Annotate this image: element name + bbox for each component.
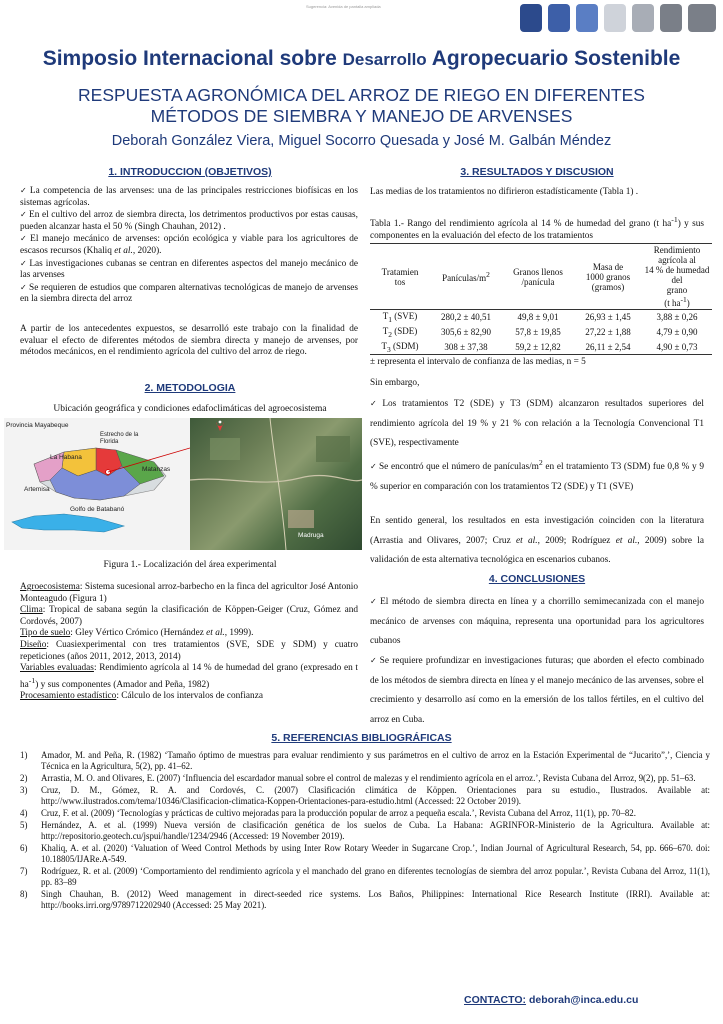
reference-text: Rodríguez, R. et al. (2009) ‘Comportamiento del rendimiento agrícola y el manchado del grano en diferentes tecnologías de siembra del arroz popular.’, Revista Cubana del Arroz, 11(1), pp. 83–89 — [41, 866, 710, 887]
table-note: ± representa el intervalo de confianza de las medias, n = 5 — [370, 357, 586, 367]
contact — [464, 994, 638, 1006]
references-heading: 5. REFERENCIAS BIBLIOGRÁFICAS — [271, 732, 452, 744]
title-line-2: MÉTODOS DE SIEMBRA Y MANEJO DE ARVENSES — [150, 106, 573, 126]
method-item-text: : Cuasiexperimental con tres tratamientos (SVE, SDE y SDM) y cuatro repeticiones (años 2011, 2012, 2013, 2014) — [20, 639, 358, 662]
table-cell: 305,6 ± 82,90 — [441, 327, 491, 338]
method-item-label: Clima — [20, 605, 43, 616]
reference-text: Singh Chauhan, B. (2012) Weed management in direct-seeded rice systems. Los Baños, Philippines: International Rice Research Institute (IRRI). Available at: http://books.irri.org/9789712202940 (Accessed: 25 May 2021). — [41, 889, 710, 910]
method-item — [20, 663, 358, 691]
table-cell: 308 ± 37,38 — [430, 340, 502, 355]
method-item-text: : Rendimiento agrícola al 14 % de humedad del grano (expresado en t $ha^{-1}$) y sus componentes (Amador and Peña, 1982) — [20, 663, 358, 690]
reference-number: 8) — [20, 889, 28, 899]
conclusion-bullet: ✓ El método de siembra directa en línea y a chorrillo semimecanizada con el manejo mecánico de arvenses con máquina, representa una oportunidad para los agricultores cubanos — [370, 592, 704, 652]
reference-item — [20, 785, 710, 807]
header-tab — [548, 4, 570, 32]
table-caption: Tabla 1.- Rango del rendimiento agrícola al 14 % de humedad del grano (t $ha^{-1}$) y sus componentes en la evaluación del efecto de los tratamientos — [370, 215, 705, 241]
symposium-part: Desarrollo — [342, 50, 427, 69]
method-item-text: : Cálculo de los intervalos de confianza — [116, 691, 263, 702]
map-label: Golfo de Batabanó — [70, 506, 125, 513]
intro-bullet: ✓ En el cultivo del arroz de siembra directa, los detrimentos productivos por estas causas, pueden alcanzar hasta el 50 % (Singh Chauhan, 2012) . — [20, 209, 358, 233]
map-title: Ubicación geográfica y condiciones edafoclimáticas del agroecosistema — [53, 404, 327, 414]
map-label: Artemisa — [24, 486, 50, 493]
table-cell: 4,90 ± 0,73 — [642, 340, 712, 355]
reference-item — [20, 750, 710, 772]
reference-item — [20, 820, 710, 842]
reference-text: Khaliq, A. et al. (2020) ‘Valuation of Weed Control Methods by using Inter Row Rotary Weeder in Sugarcane Crop.’, Indian Journal of Agricultural Research, 54, pp. 666–670. doi: 10.18805/IJARe.A-549. — [41, 843, 710, 864]
table-cell: $T_3$ (SDM) — [370, 340, 430, 355]
results-paragraph: En sentido general, los resultados en esta investigación coinciden con la literatura (Arrastia and Olivares, 2007; Cruz et al., 2009; Rodríguez et al., 2009) sobre la validación de esta alternativa tecnológica en escenarios cubanos. — [370, 516, 705, 566]
satellite-image — [190, 418, 362, 550]
reference-number: 5) — [20, 820, 28, 830]
table-cell: $T_2$ (SDE) — [382, 325, 418, 339]
symposium-part: Simposio Internacional sobre — [42, 47, 343, 70]
method-item-text: : Gley Vértico Crómico (Hernández et al., 1999). — [70, 628, 254, 639]
method-item-label: Diseño — [20, 639, 47, 650]
figure-caption: Figura 1.- Localización del área experimental — [103, 560, 277, 570]
header-tab — [688, 4, 716, 32]
method-item — [20, 605, 358, 628]
map-label: Madruga — [298, 532, 324, 539]
table-header: Panículas/$m^2$ — [430, 244, 502, 310]
results-table-wrap — [370, 243, 712, 355]
method-item-text: : Sistema sucesional arroz-barbecho en la finca del agricultor José Antonio Monteagudo (Figura 1) — [20, 582, 358, 604]
authors: Deborah González Viera, Miguel Socorro Quesada y José M. Galbán Méndez — [111, 133, 612, 149]
method-items — [20, 582, 358, 703]
method-item-label: Tipo de suelo — [20, 628, 71, 639]
table-row — [370, 310, 712, 325]
reference-item — [20, 866, 710, 888]
intro-paragraph: A partir de los antecedentes expuestos, se desarrolló este trabajo con la finalidad de evaluar el efecto de diferentes métodos de siembra directa y manejo de arvenses, por métodos mecánicos, en el rendimiento agrícola del cultivo del arroz de riego. — [20, 324, 358, 358]
reference-item — [20, 889, 710, 911]
reference-number: 7) — [20, 866, 28, 876]
table-cell: $T_1$ (SVE) — [382, 311, 418, 324]
symposium-part: Agropecuario Sostenible — [426, 47, 681, 70]
reference-text: Amador, M. and Peña, R. (1982) ‘Tamaño óptimo de muestras para evaluar rendimiento y sus parámetros en el cultivo de arroz en la Estación Experimental de “Jucarito”,’, Ciencia y Técnica en la Agricultura, 5(2), pp. 41–62. — [41, 750, 710, 771]
reference-text: Cruz, D. M., Gómez, R. A. and Cordovés, C. (2007) Clasificación climática de Köppen. Orientaciones para su estudio., Ilustrados. Available at: http://www.ilustrados.com/tema/10346/Clasificacion-climatica-Koppen-Orientaciones-para-estudio.html (Accessed: 22 October 2019). — [41, 785, 710, 806]
cuba-map — [4, 418, 190, 550]
table-header: Tratamien tos — [370, 244, 430, 310]
header-tab — [520, 4, 542, 32]
reference-text: Arrastia, M. O. and Olivares, E. (2007) ‘Influencia del escardador manual sobre el control de malezas y el rendimiento agrícola en el arroz.’, Revista Cubana del Arroz, 9(2), pp. 51–63. — [41, 773, 696, 783]
results-intro: Las medias de los tratamientos no difirieron estadísticamente (Tabla 1) . — [370, 187, 639, 197]
table-cell: 3,88 ± 0,26 — [656, 312, 698, 323]
map-label: Provincia Mayabeque — [6, 422, 69, 429]
intro-bullet: ✓ La competencia de las arvenses: una de las principales restricciones biofísicas en los sistemas agrícolas. — [20, 185, 358, 209]
method-item-label: Procesamiento estadístico — [20, 691, 117, 702]
intro-list — [20, 185, 358, 306]
contact-email[interactable]: deborah@inca.edu.cu — [526, 994, 639, 1006]
intro-bullet: ✓ El manejo mecánico de arvenses: opción ecológica y viable para los agricultores de escasos recursos (Khaliq et al., 2020). — [20, 233, 358, 257]
table-cell: 26,93 ± 1,45 — [585, 312, 631, 323]
contact-label: CONTACTO: — [464, 994, 527, 1006]
table-cell: 57,8 ± 19,85 — [515, 327, 561, 338]
references-list — [20, 750, 710, 912]
reference-item — [20, 808, 710, 819]
method-item-label: Agroecosistema — [20, 582, 80, 592]
method-item — [20, 582, 358, 605]
reference-text: Hernández, A. et al. (1999) Nueva versión de clasificación genética de los suelos de Cuba. La Habana: AGRINFOR-Ministerio de la Agricultura. Available at: http://repositorio.geotech.cu/jspui/handle/1234/2946 (Accessed: 19 November 2019). — [41, 820, 710, 841]
map-label: La Habana — [50, 454, 82, 461]
table-cell: 59,2 ± 12,82 — [502, 340, 574, 355]
results-bullet: ✓ Los tratamientos T2 (SDE) y T3 (SDM) alcanzaron resultados superiores del rendimiento agrícola del 19 % y 21 % con relación a la Tecnología Convencional T1 (SVE), respectivamente — [370, 394, 704, 454]
header-tab — [576, 4, 598, 32]
satellite-svg — [190, 418, 362, 550]
reference-number: 4) — [20, 808, 28, 818]
table-cell: 49,8 ± 9,01 — [517, 312, 559, 323]
reference-text: Cruz, F. et al. (2009) ‘Tecnologías y prácticas de cultivo mejoradas para la producción popular de arroz a pequeña escala.’, Revista Cubana del Arroz, 11(1), pp. 70–82. — [41, 808, 636, 818]
symposium-title — [0, 47, 723, 71]
intro-bullet: ✓ Se requieren de estudios que comparen alternativas tecnológicas de manejo de arvenses en la siembra directa del arroz — [20, 282, 358, 306]
reference-number: 3) — [20, 785, 28, 795]
tiny-caption: Sugerencia: Avenida de pantalla ampliada — [306, 4, 381, 9]
method-heading: 2. METODOLOGIA — [144, 382, 236, 394]
table-header-row — [370, 244, 712, 310]
reference-item — [20, 773, 710, 784]
conclusion-bullet: ✓ Se requiere profundizar en investigaciones futuras; que aborden el efecto combinado de los métodos de siembra directa en línea y el manejo mecánico de las arvenses, sobre el crecimiento y desarrollo así como en la emersión de los tallos fértiles, en el cultivo del arroz en Cuba. — [370, 651, 704, 730]
header-tab — [632, 4, 654, 32]
sin-embargo: Sin embargo, — [370, 378, 420, 388]
intro-bullet: ✓ Las investigaciones cubanas se centran en diferentes aspectos del manejo mecánico de las arvenses — [20, 258, 358, 282]
table-header: Rendimiento agrícola al 14 % de humedad del grano (t $ha^{-1}$) — [642, 244, 712, 310]
title-line-1: RESPUESTA AGRONÓMICA DEL ARROZ DE RIEGO EN DIFERENTES — [78, 85, 645, 105]
map-label: Matanzas — [142, 466, 171, 473]
reference-item — [20, 843, 710, 865]
method-item-label: Variables evaluadas — [20, 663, 94, 674]
table-row — [370, 325, 712, 340]
reference-number: 6) — [20, 843, 28, 853]
results-heading: 3. RESULTADOS Y DISCUSION — [460, 166, 614, 178]
method-item — [20, 628, 358, 640]
table-cell: 26,11 ± 2,54 — [574, 340, 642, 355]
conclusions-heading: 4. CONCLUSIONES — [488, 573, 586, 585]
table-cell: 280,2 ± 40,51 — [441, 312, 491, 323]
table-header: Masa de 1000 granos (gramos) — [574, 244, 642, 310]
method-item-text: : Tropical de sabana según la clasificación de Köppen-Geiger (Cruz, Gómez and Cordovés, 2007) — [20, 605, 358, 627]
method-item — [20, 640, 358, 663]
table-header: Granos llenos /panícula — [502, 244, 574, 310]
results-bullet: ✓ Se encontró que el número de panículas/$m^2$ en el tratamiento T3 (SDM) fue 0,8 % y 9 % superior en comparación con los tratamientos T2 (SDE) y T1 (SVE) — [370, 453, 704, 497]
table-row — [370, 340, 712, 355]
results-table — [370, 243, 712, 355]
reference-number: 1) — [20, 750, 28, 760]
header-tab — [604, 4, 626, 32]
table-cell: 4,79 ± 0,90 — [656, 327, 698, 338]
method-item — [20, 691, 358, 703]
header-tab — [660, 4, 682, 32]
map-label: Estrecho de la Florida — [100, 432, 139, 445]
cuba-map-svg — [4, 418, 190, 550]
intro-heading: 1. INTRODUCCION (OBJETIVOS) — [108, 166, 272, 178]
table-cell: 27,22 ± 1,88 — [585, 327, 631, 338]
reference-number: 2) — [20, 773, 28, 783]
